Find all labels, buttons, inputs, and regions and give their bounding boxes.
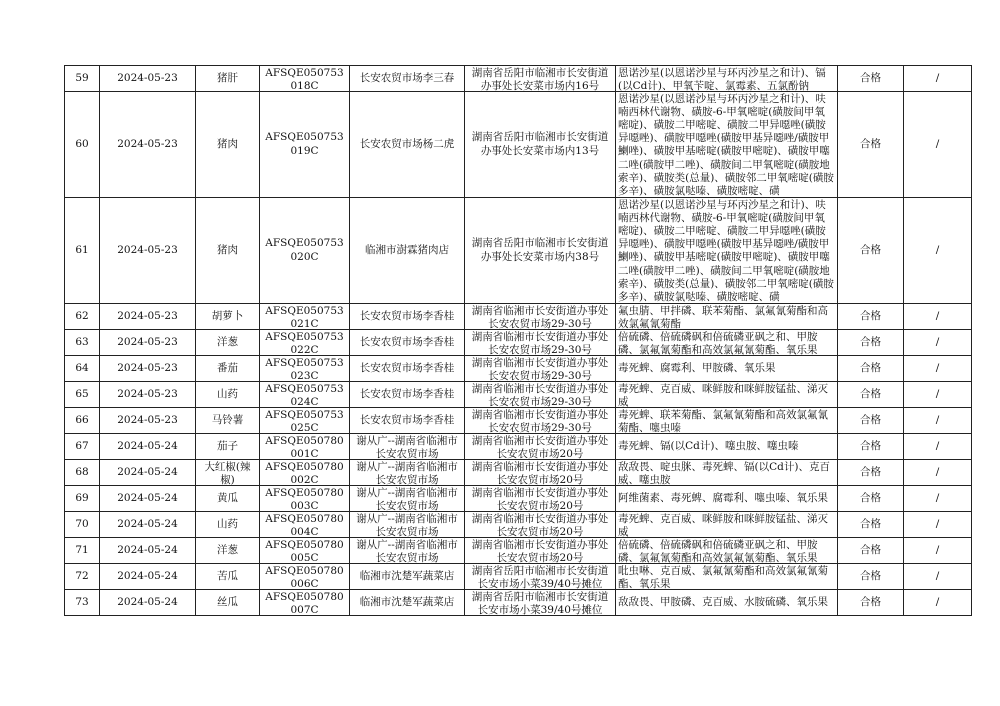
cell-seller-address [465, 408, 616, 434]
cell-seller-address-text: 湖南省临湘市长安街道办事处长安农贸市场29-30号 [471, 356, 609, 381]
cell-seller-address-text: 湖南省临湘市长安街道办事处长安农贸市场29-30号 [471, 408, 609, 433]
cell-serial-number-text: 66 [75, 413, 89, 426]
cell-seller-address-text: 湖南省岳阳市临湘市长安街道长安市场小菜39/40号摊位 [471, 564, 609, 589]
cell-sampling-date-text: 2024-05-24 [117, 517, 178, 530]
cell-seller-address-text: 湖南省临湘市长安街道办事处长安农贸市场29-30号 [471, 330, 609, 355]
cell-test-items [616, 66, 838, 92]
cell-test-items-text: 毒死蜱、腐霉利、甲胺磷、氧乐果 [618, 361, 776, 374]
cell-serial-number-text: 64 [75, 361, 89, 374]
table-row [65, 356, 972, 382]
cell-result-text: 合格 [860, 137, 881, 150]
cell-remark [904, 486, 972, 512]
cell-seller-name-text: 谢从广--湖南省临湘市长安农贸市场 [356, 538, 458, 563]
table-row [65, 460, 972, 486]
cell-seller-name [350, 408, 465, 434]
table-row [65, 512, 972, 538]
cell-sample-code-text: AFSQE050753018C [265, 66, 344, 91]
cell-sample-code [260, 304, 350, 330]
cell-sample-code [260, 92, 350, 198]
cell-remark-text: / [935, 309, 940, 322]
cell-serial-number [65, 304, 100, 330]
cell-result-text: 合格 [860, 413, 881, 426]
table-row [65, 330, 972, 356]
cell-sampling-date [100, 330, 196, 356]
cell-seller-address-text: 湖南省临湘市长安街道办事处长安农贸市场20号 [471, 486, 609, 511]
cell-serial-number-text: 69 [75, 491, 89, 504]
cell-sampling-date-text: 2024-05-23 [117, 309, 178, 322]
cell-seller-name-text: 谢从广--湖南省临湘市长安农贸市场 [356, 460, 458, 485]
cell-serial-number-text: 67 [75, 439, 89, 452]
cell-sample-name [196, 590, 260, 616]
cell-sample-name-text: 番茄 [217, 361, 238, 374]
cell-seller-name-text: 谢从广--湖南省临湘市长安农贸市场 [356, 486, 458, 511]
cell-serial-number-text: 70 [75, 517, 89, 530]
cell-test-items-text: 毒死蜱、镉(以Cd计)、噻虫胺、噻虫嗪 [618, 439, 799, 452]
cell-serial-number-text: 71 [75, 543, 89, 556]
cell-result-text: 合格 [860, 491, 881, 504]
cell-seller-address-text: 湖南省临湘市长安街道办事处长安农贸市场20号 [471, 538, 609, 563]
cell-sampling-date [100, 590, 196, 616]
cell-seller-name [350, 304, 465, 330]
cell-remark-text: / [935, 243, 940, 256]
cell-seller-address [465, 564, 616, 590]
cell-sample-name [196, 382, 260, 408]
cell-seller-name-text: 长安农贸市场李香桂 [359, 413, 455, 426]
table-row [65, 382, 972, 408]
cell-result-text: 合格 [860, 309, 881, 322]
cell-result [838, 590, 904, 616]
table-row [65, 408, 972, 434]
cell-sample-code-text: AFSQE050780002C [265, 460, 344, 485]
cell-result [838, 460, 904, 486]
table-row [65, 198, 972, 304]
cell-test-items [616, 460, 838, 486]
cell-serial-number [65, 356, 100, 382]
cell-sampling-date-text: 2024-05-23 [117, 413, 178, 426]
cell-seller-name-text: 长安农贸市场李香桂 [359, 309, 455, 322]
cell-result [838, 434, 904, 460]
cell-sampling-date [100, 198, 196, 304]
cell-test-items [616, 408, 838, 434]
cell-sample-code [260, 356, 350, 382]
table-row [65, 590, 972, 616]
cell-serial-number [65, 538, 100, 564]
cell-result-text: 合格 [860, 543, 881, 556]
cell-result [838, 356, 904, 382]
cell-remark [904, 356, 972, 382]
cell-remark-text: / [935, 517, 940, 530]
cell-sample-name [196, 460, 260, 486]
cell-sample-name [196, 66, 260, 92]
cell-seller-address-text: 湖南省临湘市长安街道办事处长安农贸市场20号 [471, 434, 609, 459]
cell-seller-address [465, 590, 616, 616]
cell-sample-code [260, 434, 350, 460]
cell-test-items-text: 敌敌畏、啶虫脒、毒死蜱、镉(以Cd计)、克百威、噻虫胺 [618, 460, 830, 485]
cell-serial-number [65, 382, 100, 408]
cell-sample-code-text: AFSQE050753019C [265, 131, 344, 157]
table-row [65, 304, 972, 330]
cell-serial-number-text: 62 [75, 309, 89, 322]
cell-seller-address [465, 356, 616, 382]
cell-sampling-date-text: 2024-05-23 [117, 137, 178, 150]
cell-remark-text: / [935, 543, 940, 556]
cell-sample-name-text: 黄瓜 [217, 491, 238, 504]
cell-test-items-text: 倍硫磷、倍硫磷砜和倍硫磷亚砜之和、甲胺磷、氯氟氰菊酯和高效氯氟氰菊酯、氧乐果 [618, 330, 818, 355]
cell-result-text: 合格 [860, 361, 881, 374]
cell-sample-code-text: AFSQE050753021C [265, 304, 344, 329]
cell-result [838, 66, 904, 92]
cell-result-text: 合格 [860, 335, 881, 348]
cell-result [838, 304, 904, 330]
cell-seller-address [465, 460, 616, 486]
cell-seller-name [350, 590, 465, 616]
cell-result [838, 486, 904, 512]
cell-seller-name [350, 512, 465, 538]
cell-sample-code [260, 512, 350, 538]
cell-sample-name-text: 茄子 [217, 439, 238, 452]
cell-result-text: 合格 [860, 517, 881, 530]
cell-sampling-date-text: 2024-05-24 [117, 595, 178, 608]
cell-remark-text: / [935, 413, 940, 426]
cell-sampling-date-text: 2024-05-23 [117, 361, 178, 374]
cell-serial-number [65, 486, 100, 512]
cell-test-items-text: 毒死蜱、克百威、咪鲜胺和咪鲜胺锰盐、涕灭威 [618, 382, 828, 407]
cell-sample-code-text: AFSQE050753025C [265, 408, 344, 433]
cell-test-items [616, 382, 838, 408]
table-row [65, 92, 972, 198]
cell-seller-name [350, 92, 465, 198]
cell-test-items [616, 198, 838, 304]
cell-sample-code [260, 66, 350, 92]
cell-test-items [616, 590, 838, 616]
table-row [65, 564, 972, 590]
cell-remark [904, 538, 972, 564]
cell-sample-code-text: AFSQE050780001C [265, 434, 344, 459]
cell-sample-name [196, 356, 260, 382]
cell-sample-code [260, 590, 350, 616]
cell-seller-name [350, 330, 465, 356]
cell-sample-code [260, 538, 350, 564]
cell-seller-address [465, 512, 616, 538]
cell-seller-address [465, 486, 616, 512]
cell-seller-name [350, 486, 465, 512]
cell-test-items [616, 434, 838, 460]
cell-sample-name-text: 山药 [217, 517, 238, 530]
cell-result [838, 330, 904, 356]
cell-seller-address [465, 304, 616, 330]
cell-remark [904, 92, 972, 198]
cell-sampling-date [100, 382, 196, 408]
cell-serial-number [65, 408, 100, 434]
cell-seller-name-text: 长安农贸市场李香桂 [359, 361, 455, 374]
cell-remark-text: / [935, 595, 940, 608]
cell-result [838, 382, 904, 408]
cell-sample-code-text: AFSQE050780006C [265, 564, 344, 589]
cell-sampling-date-text: 2024-05-24 [117, 491, 178, 504]
cell-sample-code-text: AFSQE050753022C [265, 330, 344, 355]
cell-test-items [616, 512, 838, 538]
cell-sampling-date [100, 512, 196, 538]
cell-sample-name-text: 胡萝卜 [211, 309, 244, 322]
cell-sample-name [196, 564, 260, 590]
cell-result-text: 合格 [860, 439, 881, 452]
cell-remark-text: / [935, 465, 940, 478]
cell-sampling-date-text: 2024-05-24 [117, 569, 178, 582]
cell-sample-code-text: AFSQE050780007C [265, 590, 344, 615]
cell-sample-code-text: AFSQE050780003C [265, 486, 344, 511]
cell-seller-address-text: 湖南省临湘市长安街道办事处长安农贸市场20号 [471, 460, 609, 485]
cell-remark [904, 564, 972, 590]
cell-sample-name-text: 山药 [217, 387, 238, 400]
cell-sample-code-text: AFSQE050780005C [265, 538, 344, 563]
cell-sample-code [260, 330, 350, 356]
cell-seller-name-text: 谢从广--湖南省临湘市长安农贸市场 [356, 512, 458, 537]
cell-sample-name-text: 苦瓜 [217, 569, 238, 582]
cell-sampling-date-text: 2024-05-23 [117, 387, 178, 400]
cell-seller-address [465, 434, 616, 460]
cell-result [838, 198, 904, 304]
cell-remark [904, 512, 972, 538]
cell-sampling-date-text: 2024-05-23 [117, 335, 178, 348]
cell-result [838, 564, 904, 590]
cell-remark-text: / [935, 569, 940, 582]
cell-result-text: 合格 [860, 569, 881, 582]
cell-test-items-text: 阿维菌素、毒死蜱、腐霉利、噻虫嗪、氧乐果 [618, 491, 828, 504]
cell-seller-address [465, 92, 616, 198]
cell-sampling-date [100, 408, 196, 434]
cell-sample-name-text: 猪肉 [217, 243, 238, 256]
table-row [65, 434, 972, 460]
cell-seller-address-text: 湖南省岳阳市临湘市长安街道办事处长安菜市场内16号 [471, 66, 609, 91]
cell-remark [904, 460, 972, 486]
cell-remark [904, 434, 972, 460]
cell-seller-name-text: 长安农贸市场李香桂 [359, 335, 455, 348]
cell-sampling-date [100, 564, 196, 590]
cell-test-items-text: 恩诺沙星(以恩诺沙星与环丙沙星之和计)、呋喃西林代谢物、磺胺-6-甲氧嘧啶(磺胺间甲氧嘧啶)、磺胺二甲嘧啶、磺胺二甲异噁唑(磺胺异噁唑)、磺胺甲噁唑(磺胺甲基异噁唑/磺胺甲鯻唑)、磺胺甲基嘧啶(磺胺甲嘧啶)、磺胺甲噻二唑(磺胺甲二唑)、磺胺间二甲氧嘧啶(磺胺地索辛)、磺胺类(总量)、磺胺邻二甲氧嘧啶(磺胺多辛)、磺胺氯哒嗪、磺胺嘧啶、磺 [618, 92, 834, 197]
cell-sampling-date-text: 2024-05-24 [117, 543, 178, 556]
cell-remark-text: / [935, 387, 940, 400]
cell-test-items-text: 倍硫磷、倍硫磷砜和倍硫磷亚砜之和、甲胺磷、氯氟氰菊酯和高效氯氟氰菊酯、氧乐果 [618, 538, 818, 563]
cell-sample-code-text: AFSQE050780004C [265, 512, 344, 537]
cell-test-items [616, 92, 838, 198]
cell-test-items-text: 敌敌畏、甲胺磷、克百威、水胺硫磷、氧乐果 [618, 595, 828, 608]
cell-sample-code [260, 198, 350, 304]
cell-seller-name-text: 长安农贸市场李香桂 [359, 387, 455, 400]
cell-sample-name-text: 洋葱 [217, 335, 238, 348]
cell-sample-name [196, 434, 260, 460]
cell-result-text: 合格 [860, 71, 881, 84]
cell-seller-name-text: 长安农贸市场李三春 [359, 71, 455, 84]
cell-remark [904, 330, 972, 356]
cell-test-items [616, 564, 838, 590]
cell-sampling-date-text: 2024-05-24 [117, 465, 178, 478]
cell-serial-number-text: 68 [75, 465, 89, 478]
cell-test-items-text: 氟虫腈、甲拌磷、联苯菊酯、氯氟氰菊酯和高效氯氟氰菊酯 [618, 304, 828, 329]
cell-sample-name [196, 198, 260, 304]
cell-sample-code-text: AFSQE050753023C [265, 356, 344, 381]
cell-sample-code-text: AFSQE050753024C [265, 382, 344, 407]
cell-sample-code [260, 382, 350, 408]
table-row [65, 538, 972, 564]
cell-sample-name-text: 猪肉 [217, 137, 238, 150]
cell-seller-address [465, 382, 616, 408]
cell-sample-name [196, 92, 260, 198]
cell-sample-code [260, 564, 350, 590]
inspection-results-table [64, 65, 972, 616]
cell-remark [904, 590, 972, 616]
cell-seller-name [350, 382, 465, 408]
cell-sampling-date-text: 2024-05-24 [117, 439, 178, 452]
cell-seller-address [465, 66, 616, 92]
cell-remark [904, 304, 972, 330]
cell-sampling-date [100, 66, 196, 92]
cell-sample-name [196, 408, 260, 434]
cell-seller-name [350, 538, 465, 564]
cell-sample-name-text: 马铃薯 [211, 413, 244, 426]
cell-seller-address [465, 198, 616, 304]
cell-result-text: 合格 [860, 595, 881, 608]
cell-seller-address-text: 湖南省临湘市长安街道办事处长安农贸市场29-30号 [471, 382, 609, 407]
cell-test-items-text: 毒死蜱、克百威、咪鲜胺和咪鲜胺锰盐、涕灭威 [618, 512, 828, 537]
cell-sampling-date [100, 434, 196, 460]
cell-serial-number-text: 73 [75, 595, 89, 608]
cell-sampling-date [100, 538, 196, 564]
cell-sample-name [196, 486, 260, 512]
cell-remark-text: / [935, 491, 940, 504]
cell-sample-code [260, 408, 350, 434]
cell-result [838, 92, 904, 198]
cell-seller-name [350, 198, 465, 304]
cell-sample-name [196, 512, 260, 538]
cell-remark-text: / [935, 361, 940, 374]
cell-sample-name-text: 大红椒(辣椒) [204, 460, 251, 485]
cell-sampling-date-text: 2024-05-23 [117, 243, 178, 256]
cell-remark [904, 408, 972, 434]
cell-serial-number [65, 66, 100, 92]
cell-test-items [616, 538, 838, 564]
cell-serial-number [65, 512, 100, 538]
cell-test-items-text: 毒死蜱、联苯菊酯、氯氟氰菊酯和高效氯氟氰菊酯、噻虫嗪 [618, 408, 828, 433]
cell-sample-code-text: AFSQE050753020C [265, 237, 344, 263]
cell-sample-name [196, 330, 260, 356]
cell-sample-code [260, 486, 350, 512]
cell-serial-number [65, 590, 100, 616]
cell-sample-name-text: 洋葱 [217, 543, 238, 556]
cell-serial-number-text: 61 [75, 243, 89, 256]
cell-serial-number [65, 460, 100, 486]
cell-test-items-text: 吡虫啉、克百威、氯氟氰菊酯和高效氯氟氰菊酯、氧乐果 [618, 564, 828, 589]
cell-sample-name-text: 猪肝 [217, 71, 238, 84]
cell-serial-number-text: 59 [75, 71, 89, 84]
cell-remark [904, 66, 972, 92]
cell-seller-name [350, 460, 465, 486]
cell-seller-name [350, 434, 465, 460]
cell-seller-address-text: 湖南省临湘市长安街道办事处长安农贸市场20号 [471, 512, 609, 537]
cell-serial-number [65, 92, 100, 198]
cell-seller-address-text: 湖南省岳阳市临湘市长安街道办事处长安菜市场内13号 [471, 131, 609, 157]
cell-sampling-date [100, 460, 196, 486]
cell-serial-number [65, 434, 100, 460]
cell-test-items [616, 356, 838, 382]
cell-seller-address-text: 湖南省临湘市长安街道办事处长安农贸市场29-30号 [471, 304, 609, 329]
cell-result-text: 合格 [860, 243, 881, 256]
cell-serial-number [65, 198, 100, 304]
cell-seller-name-text: 临湘市沈楚军蔬菜店 [359, 595, 455, 608]
cell-sampling-date [100, 304, 196, 330]
cell-seller-name-text: 长安农贸市场杨二虎 [359, 137, 455, 150]
cell-seller-address [465, 330, 616, 356]
cell-test-items-text: 恩诺沙星(以恩诺沙星与环丙沙星之和计)、镉(以Cd计)、甲氧苄啶、氯霉素、五氯酚钠 [618, 66, 826, 91]
table-body [65, 66, 972, 616]
cell-sample-name [196, 538, 260, 564]
cell-serial-number [65, 564, 100, 590]
table-row [65, 66, 972, 92]
cell-result-text: 合格 [860, 465, 881, 478]
cell-serial-number [65, 330, 100, 356]
cell-sample-name-text: 丝瓜 [217, 595, 238, 608]
cell-sampling-date [100, 486, 196, 512]
cell-seller-address-text: 湖南省岳阳市临湘市长安街道长安市场小菜39/40号摊位 [471, 590, 609, 615]
cell-seller-name [350, 564, 465, 590]
cell-test-items [616, 486, 838, 512]
cell-sampling-date-text: 2024-05-23 [117, 71, 178, 84]
cell-sample-name [196, 304, 260, 330]
cell-result [838, 512, 904, 538]
cell-seller-name [350, 356, 465, 382]
cell-remark-text: / [935, 137, 940, 150]
cell-serial-number-text: 63 [75, 335, 89, 348]
cell-serial-number-text: 65 [75, 387, 89, 400]
cell-seller-name [350, 66, 465, 92]
cell-serial-number-text: 72 [75, 569, 89, 582]
cell-seller-address [465, 538, 616, 564]
cell-remark-text: / [935, 71, 940, 84]
cell-test-items-text: 恩诺沙星(以恩诺沙星与环丙沙星之和计)、呋喃西林代谢物、磺胺-6-甲氧嘧啶(磺胺间甲氧嘧啶)、磺胺二甲嘧啶、磺胺二甲异噁唑(磺胺异噁唑)、磺胺甲噁唑(磺胺甲基异噁唑/磺胺甲鯻唑)、磺胺甲基嘧啶(磺胺甲嘧啶)、磺胺甲噻二唑(磺胺甲二唑)、磺胺间二甲氧嘧啶(磺胺地索辛)、磺胺类(总量)、磺胺邻二甲氧嘧啶(磺胺多辛)、磺胺氯哒嗪、磺胺嘧啶、磺 [618, 198, 834, 303]
cell-seller-address-text: 湖南省岳阳市临湘市长安街道办事处长安菜市场内38号 [471, 237, 609, 263]
cell-serial-number-text: 60 [75, 137, 89, 150]
cell-seller-name-text: 谢从广--湖南省临湘市长安农贸市场 [356, 434, 458, 459]
table-row [65, 486, 972, 512]
cell-remark [904, 198, 972, 304]
cell-seller-name-text: 临湘市沈楚军蔬菜店 [359, 569, 455, 582]
cell-result-text: 合格 [860, 387, 881, 400]
cell-test-items [616, 304, 838, 330]
cell-remark [904, 382, 972, 408]
cell-seller-name-text: 临湘市澍霖猪肉店 [365, 243, 449, 256]
cell-remark-text: / [935, 439, 940, 452]
cell-result [838, 538, 904, 564]
cell-sampling-date [100, 356, 196, 382]
cell-result [838, 408, 904, 434]
cell-remark-text: / [935, 335, 940, 348]
cell-sample-code [260, 460, 350, 486]
cell-test-items [616, 330, 838, 356]
cell-sampling-date [100, 92, 196, 198]
